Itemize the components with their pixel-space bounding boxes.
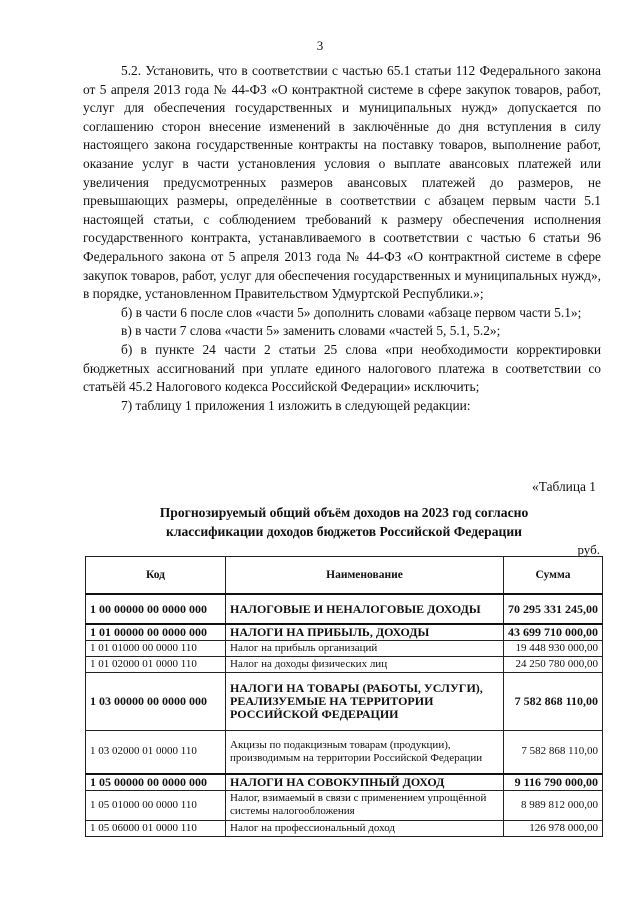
row-code: 1 00 00000 00 0000 000 bbox=[86, 594, 226, 624]
row-sum: 24 250 780 000,00 bbox=[504, 656, 603, 672]
page-number: 3 bbox=[316, 38, 324, 53]
row-name: Налог на профессиональный доход bbox=[226, 820, 504, 836]
row-code: 1 01 01000 00 0000 110 bbox=[86, 640, 226, 656]
table-row bbox=[86, 594, 603, 624]
header-code: Код bbox=[86, 557, 226, 595]
table-title-line1: Прогнозируемый общий объём доходов на 2023 год согласно bbox=[159, 505, 529, 520]
row-code: 1 03 02000 01 0000 110 bbox=[86, 730, 226, 774]
table-title-line2: классификации доходов бюджетов Российской Федерации bbox=[166, 524, 522, 539]
table-header-row bbox=[86, 557, 603, 595]
revenue-table bbox=[85, 556, 603, 837]
row-name: НАЛОГОВЫЕ И НЕНАЛОГОВЫЕ ДОХОДЫ bbox=[226, 594, 504, 624]
row-sum: 7 582 868 110,00 bbox=[504, 672, 603, 730]
row-code: 1 05 06000 01 0000 110 bbox=[86, 820, 226, 836]
header-sum: Сумма bbox=[504, 557, 603, 595]
table-row bbox=[86, 730, 603, 774]
row-name: НАЛОГИ НА ТОВАРЫ (РАБОТЫ, УСЛУГИ), РЕАЛИЗУЕМЫЕ НА ТЕРРИТОРИИ РОССИЙСКОЙ ФЕДЕРАЦИИ bbox=[226, 672, 504, 730]
row-name: НАЛОГИ НА СОВОКУПНЫЙ ДОХОД bbox=[226, 774, 504, 790]
paragraph-b-item24: б) в пункте 24 части 2 статьи 25 слова «при необходимости корректировки бюджетных ассигнований при уплате единого налогового платежа в соответствии со статьёй 45.2 Налогового кодекса Российской Федерации» исключить; bbox=[83, 341, 601, 395]
row-sum: 126 978 000,00 bbox=[504, 820, 603, 836]
row-code: 1 01 02000 01 0000 110 bbox=[86, 656, 226, 672]
paragraph-b-part6: б) в части 6 после слов «части 5» дополнить словами «абзаце первом части 5.1»; bbox=[121, 304, 582, 320]
table-row bbox=[86, 790, 603, 820]
paragraph-v-part7: в) в части 7 слова «части 5» заменить словами «частей 5, 5.1, 5.2»; bbox=[121, 323, 501, 339]
row-code: 1 05 01000 00 0000 110 bbox=[86, 790, 226, 820]
row-sum: 43 699 710 000,00 bbox=[504, 624, 603, 640]
row-code: 1 03 00000 00 0000 000 bbox=[86, 672, 226, 730]
table-row bbox=[86, 656, 603, 672]
row-code: 1 01 00000 00 0000 000 bbox=[86, 624, 226, 640]
table-label: «Таблица 1 bbox=[532, 479, 596, 494]
row-sum: 8 989 812 000,00 bbox=[504, 790, 603, 820]
table-row bbox=[86, 624, 603, 640]
row-name: Налог, взимаемый в связи с применением упрощённой системы налогообложения bbox=[226, 790, 504, 820]
row-sum: 9 116 790 000,00 bbox=[504, 774, 603, 790]
row-name: Акцизы по подакцизным товарам (продукции), производимым на территории Российской Федерации bbox=[226, 730, 504, 774]
row-name: НАЛОГИ НА ПРИБЫЛЬ, ДОХОДЫ bbox=[226, 624, 504, 640]
paragraph-5-2: 5.2. Установить, что в соответствии с частью 65.1 статьи 112 Федерального закона от 5 апреля 2013 года № 44-ФЗ «О контрактной системе в сфере закупок товаров, работ, услуг для обеспечения государственных и муниципальных нужд» допускается по соглашению сторон внесение изменений в заключённые до дня вступления в силу настоящего закона государственные контракты на поставку товаров, выполнение работ, оказание услуг в части установления условия о выплате авансовых платежей или увеличения предусмотренных размеров авансовых платежей до размеров, не превышающих размеры, определённые в соответствии с абзацем первым части 5.1 настоящей статьи, с соблюдением требований к размеру обеспечения исполнения государственного контракта, устанавливаемого в соответствии с частью 6 статьи 96 Федерального закона от 5 апреля 2013 года № 44-ФЗ «О контрактной системе в сфере закупок товаров, работ, услуг для обеспечения государственных и муниципальных нужд», в порядке, установленном Правительством Удмуртской Республики.»; bbox=[83, 63, 601, 302]
row-sum: 7 582 868 110,00 bbox=[504, 730, 603, 774]
table-row bbox=[86, 672, 603, 730]
table-row bbox=[86, 820, 603, 836]
table-row bbox=[86, 640, 603, 656]
row-name: Налог на прибыль организаций bbox=[226, 640, 504, 656]
body-text bbox=[83, 62, 601, 415]
header-name: Наименование bbox=[226, 557, 504, 595]
row-sum: 19 448 930 000,00 bbox=[504, 640, 603, 656]
row-name: Налог на доходы физических лиц bbox=[226, 656, 504, 672]
table-title bbox=[90, 503, 598, 541]
row-code: 1 05 00000 00 0000 000 bbox=[86, 774, 226, 790]
currency-label: руб. bbox=[577, 542, 600, 557]
table-row bbox=[86, 774, 603, 790]
row-sum: 70 295 331 245,00 bbox=[504, 594, 603, 624]
paragraph-7-table: 7) таблицу 1 приложения 1 изложить в следующей редакции: bbox=[121, 397, 471, 413]
